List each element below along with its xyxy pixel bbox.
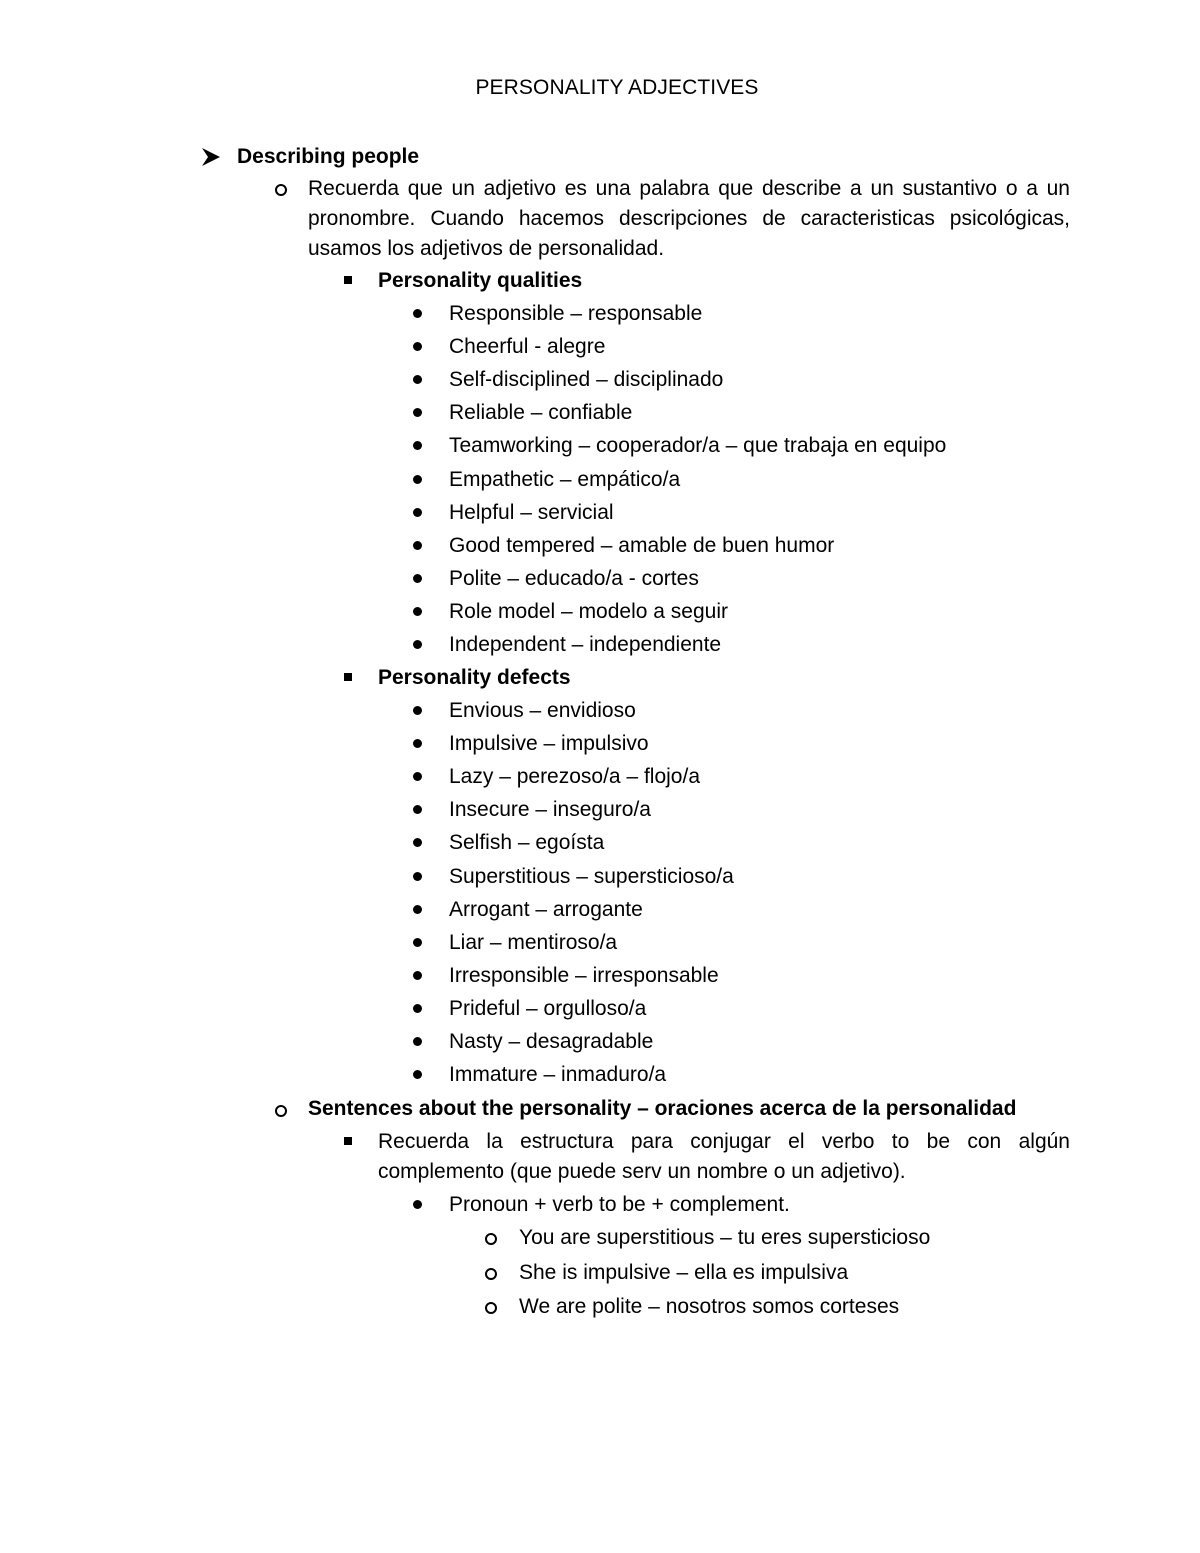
dot-bullet-icon [413,607,422,616]
dot-bullet-icon [413,739,422,748]
defect-item: Impulsive – impulsivo [449,732,649,756]
quality-item: Polite – educado/a - cortes [449,566,699,590]
dot-bullet-icon [413,706,422,715]
arrow-bullet-icon [200,146,222,168]
quality-item: Self-disciplined – disciplinado [449,368,724,392]
quality-item: Teamworking – cooperador/a – que trabaja en equipo [449,434,947,458]
quality-item: Role model – modelo a seguir [449,599,728,623]
dot-bullet-icon [413,375,422,384]
page-title: PERSONALITY ADJECTIVES [475,76,759,99]
square-bullet-icon [344,276,352,284]
dot-bullet-icon [413,640,422,649]
defect-item: Superstitious – supersticioso/a [449,864,734,888]
dot-bullet-icon [413,938,422,947]
circle-bullet-icon [275,184,287,196]
dot-bullet-icon [413,508,422,517]
quality-item: Helpful – servicial [449,500,614,524]
dot-bullet-icon [413,971,422,980]
dot-bullet-icon [413,1070,422,1079]
dot-bullet-icon [413,574,422,583]
square-bullet-icon [344,1137,352,1145]
formula-text: Pronoun + verb to be + complement. [449,1193,790,1216]
subheading-personality-defects: Personality defects [378,666,571,689]
defect-item: Immature – inmaduro/a [449,1063,667,1087]
square-bullet-icon [344,673,352,681]
dot-bullet-icon [413,1004,422,1013]
defect-item: Arrogant – arrogante [449,897,643,921]
dot-bullet-icon [413,872,422,881]
dot-bullet-icon [413,541,422,550]
dot-bullet-icon [413,475,422,484]
subheading-personality-qualities: Personality qualities [378,269,583,292]
section-heading-describing-people: Describing people [237,145,420,168]
defect-item: Selfish – egoísta [449,831,605,855]
circle-bullet-icon [485,1233,497,1245]
defect-item: Lazy – perezoso/a – flojo/a [449,765,700,789]
defect-item: Liar – mentiroso/a [449,930,618,954]
circle-bullet-icon [275,1105,287,1117]
dot-bullet-icon [413,441,422,450]
example-item: She is impulsive – ella es impulsiva [519,1260,849,1284]
circle-bullet-icon [485,1302,497,1314]
dot-bullet-icon [413,342,422,351]
quality-item: Independent – independiente [449,633,722,656]
dot-bullet-icon [413,408,422,417]
section-heading-sentences: Sentences about the personality – oraciones acerca de la personalidad [308,1097,1017,1120]
dot-bullet-icon [413,905,422,914]
quality-item: Responsible – responsable [449,302,703,325]
dot-bullet-icon [413,838,422,847]
quality-item: Cheerful - alegre [449,335,606,359]
dot-bullet-icon [413,1200,422,1209]
intro-paragraph: Recuerda que un adjetivo es una palabra que describe a un sustantivo o a un pronombre. Cuando hacemos descripciones de caracteristicas psicológicas, usamos los adjetivos de personalidad. [308,177,1070,260]
quality-item: Reliable – confiable [449,401,633,425]
example-item: We are polite – nosotros somos corteses [519,1295,900,1318]
dot-bullet-icon [413,1037,422,1046]
circle-bullet-icon [485,1268,497,1280]
dot-bullet-icon [413,309,422,318]
example-item: You are superstitious – tu eres supersticioso [519,1226,931,1249]
structure-note: Recuerda la estructura para conjugar el verbo to be con algún complemento (que puede serv un nombre o un adjetivo). [378,1130,1070,1183]
defect-item: Insecure – inseguro/a [449,798,651,822]
dot-bullet-icon [413,772,422,781]
defect-item: Nasty – desagradable [449,1030,654,1053]
quality-item: Good tempered – amable de buen humor [449,533,835,557]
defect-item: Envious – envidioso [449,699,636,722]
quality-item: Empathetic – empático/a [449,467,681,491]
dot-bullet-icon [413,805,422,814]
defect-item: Prideful – orgulloso/a [449,996,647,1020]
defect-item: Irresponsible – irresponsable [449,963,719,987]
